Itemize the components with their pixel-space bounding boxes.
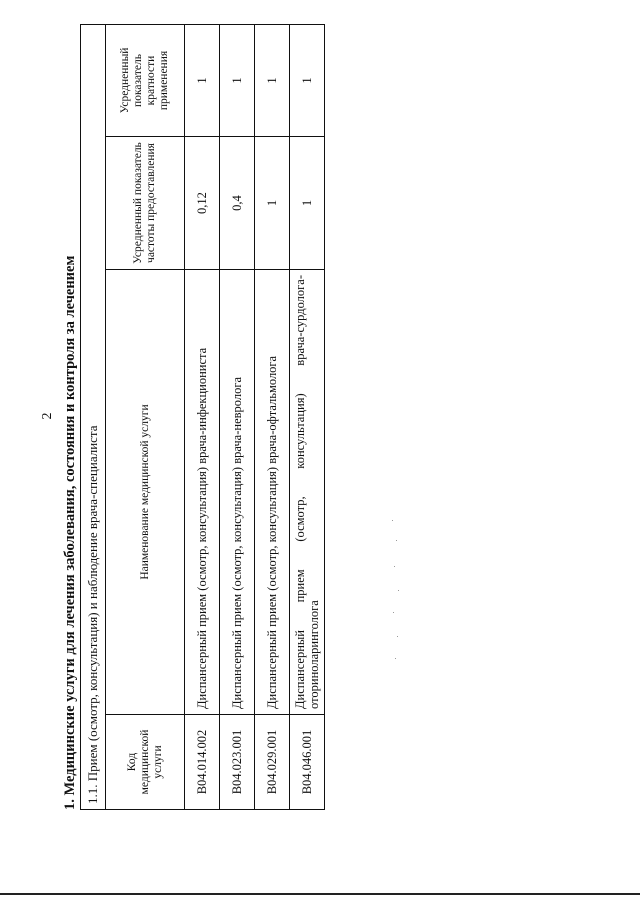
frequency-value: 0,4	[220, 137, 255, 270]
table-header-row	[106, 24, 185, 809]
subsection-row	[81, 24, 106, 809]
service-name: Диспансерный прием (осмотр, консультация) врача-сурдолога-оториноларинголога	[290, 270, 325, 715]
multiplicity-value: 1	[220, 24, 255, 136]
multiplicity-value: 1	[290, 24, 325, 136]
multiplicity-value: 1	[255, 24, 290, 136]
document-content	[60, 25, 325, 810]
table-row	[290, 24, 325, 809]
page-number: 2	[40, 412, 55, 420]
subsection-title: 1.1. Прием (осмотр, консультация) и наблюдение врача-специалиста	[81, 24, 106, 809]
header-code: Код медицинской услуги	[106, 715, 185, 810]
section-heading: 1. Медицинские услуги для лечения заболевания, состояния и контроля за лечением	[62, 255, 78, 810]
header-frequency: Усредненный показатель частоты предоставления	[106, 137, 185, 270]
service-code: B04.046.001	[290, 715, 325, 810]
service-code: B04.029.001	[255, 715, 290, 810]
service-code: B04.014.002	[185, 715, 220, 810]
frequency-value: 1	[290, 137, 325, 270]
table-row	[185, 24, 220, 809]
services-table	[80, 24, 325, 810]
header-name: Наименование медицинской услуги	[106, 270, 185, 715]
service-name: Диспансерный прием (осмотр, консультация) врача-инфекциониста	[185, 270, 220, 715]
frequency-value: 1	[255, 137, 290, 270]
table-row	[220, 24, 255, 809]
multiplicity-value: 1	[185, 24, 220, 136]
table-row	[255, 24, 290, 809]
frequency-value: 0,12	[185, 137, 220, 270]
header-multiplicity: Усредненный показатель кратности применения	[106, 24, 185, 136]
service-name: Диспансерный прием (осмотр, консультация) врача-офтальмолога	[255, 270, 290, 715]
service-code: B04.023.001	[220, 715, 255, 810]
service-name: Диспансерный прием (осмотр, консультация) врача-невролога	[220, 270, 255, 715]
scan-edge-line	[0, 893, 640, 895]
